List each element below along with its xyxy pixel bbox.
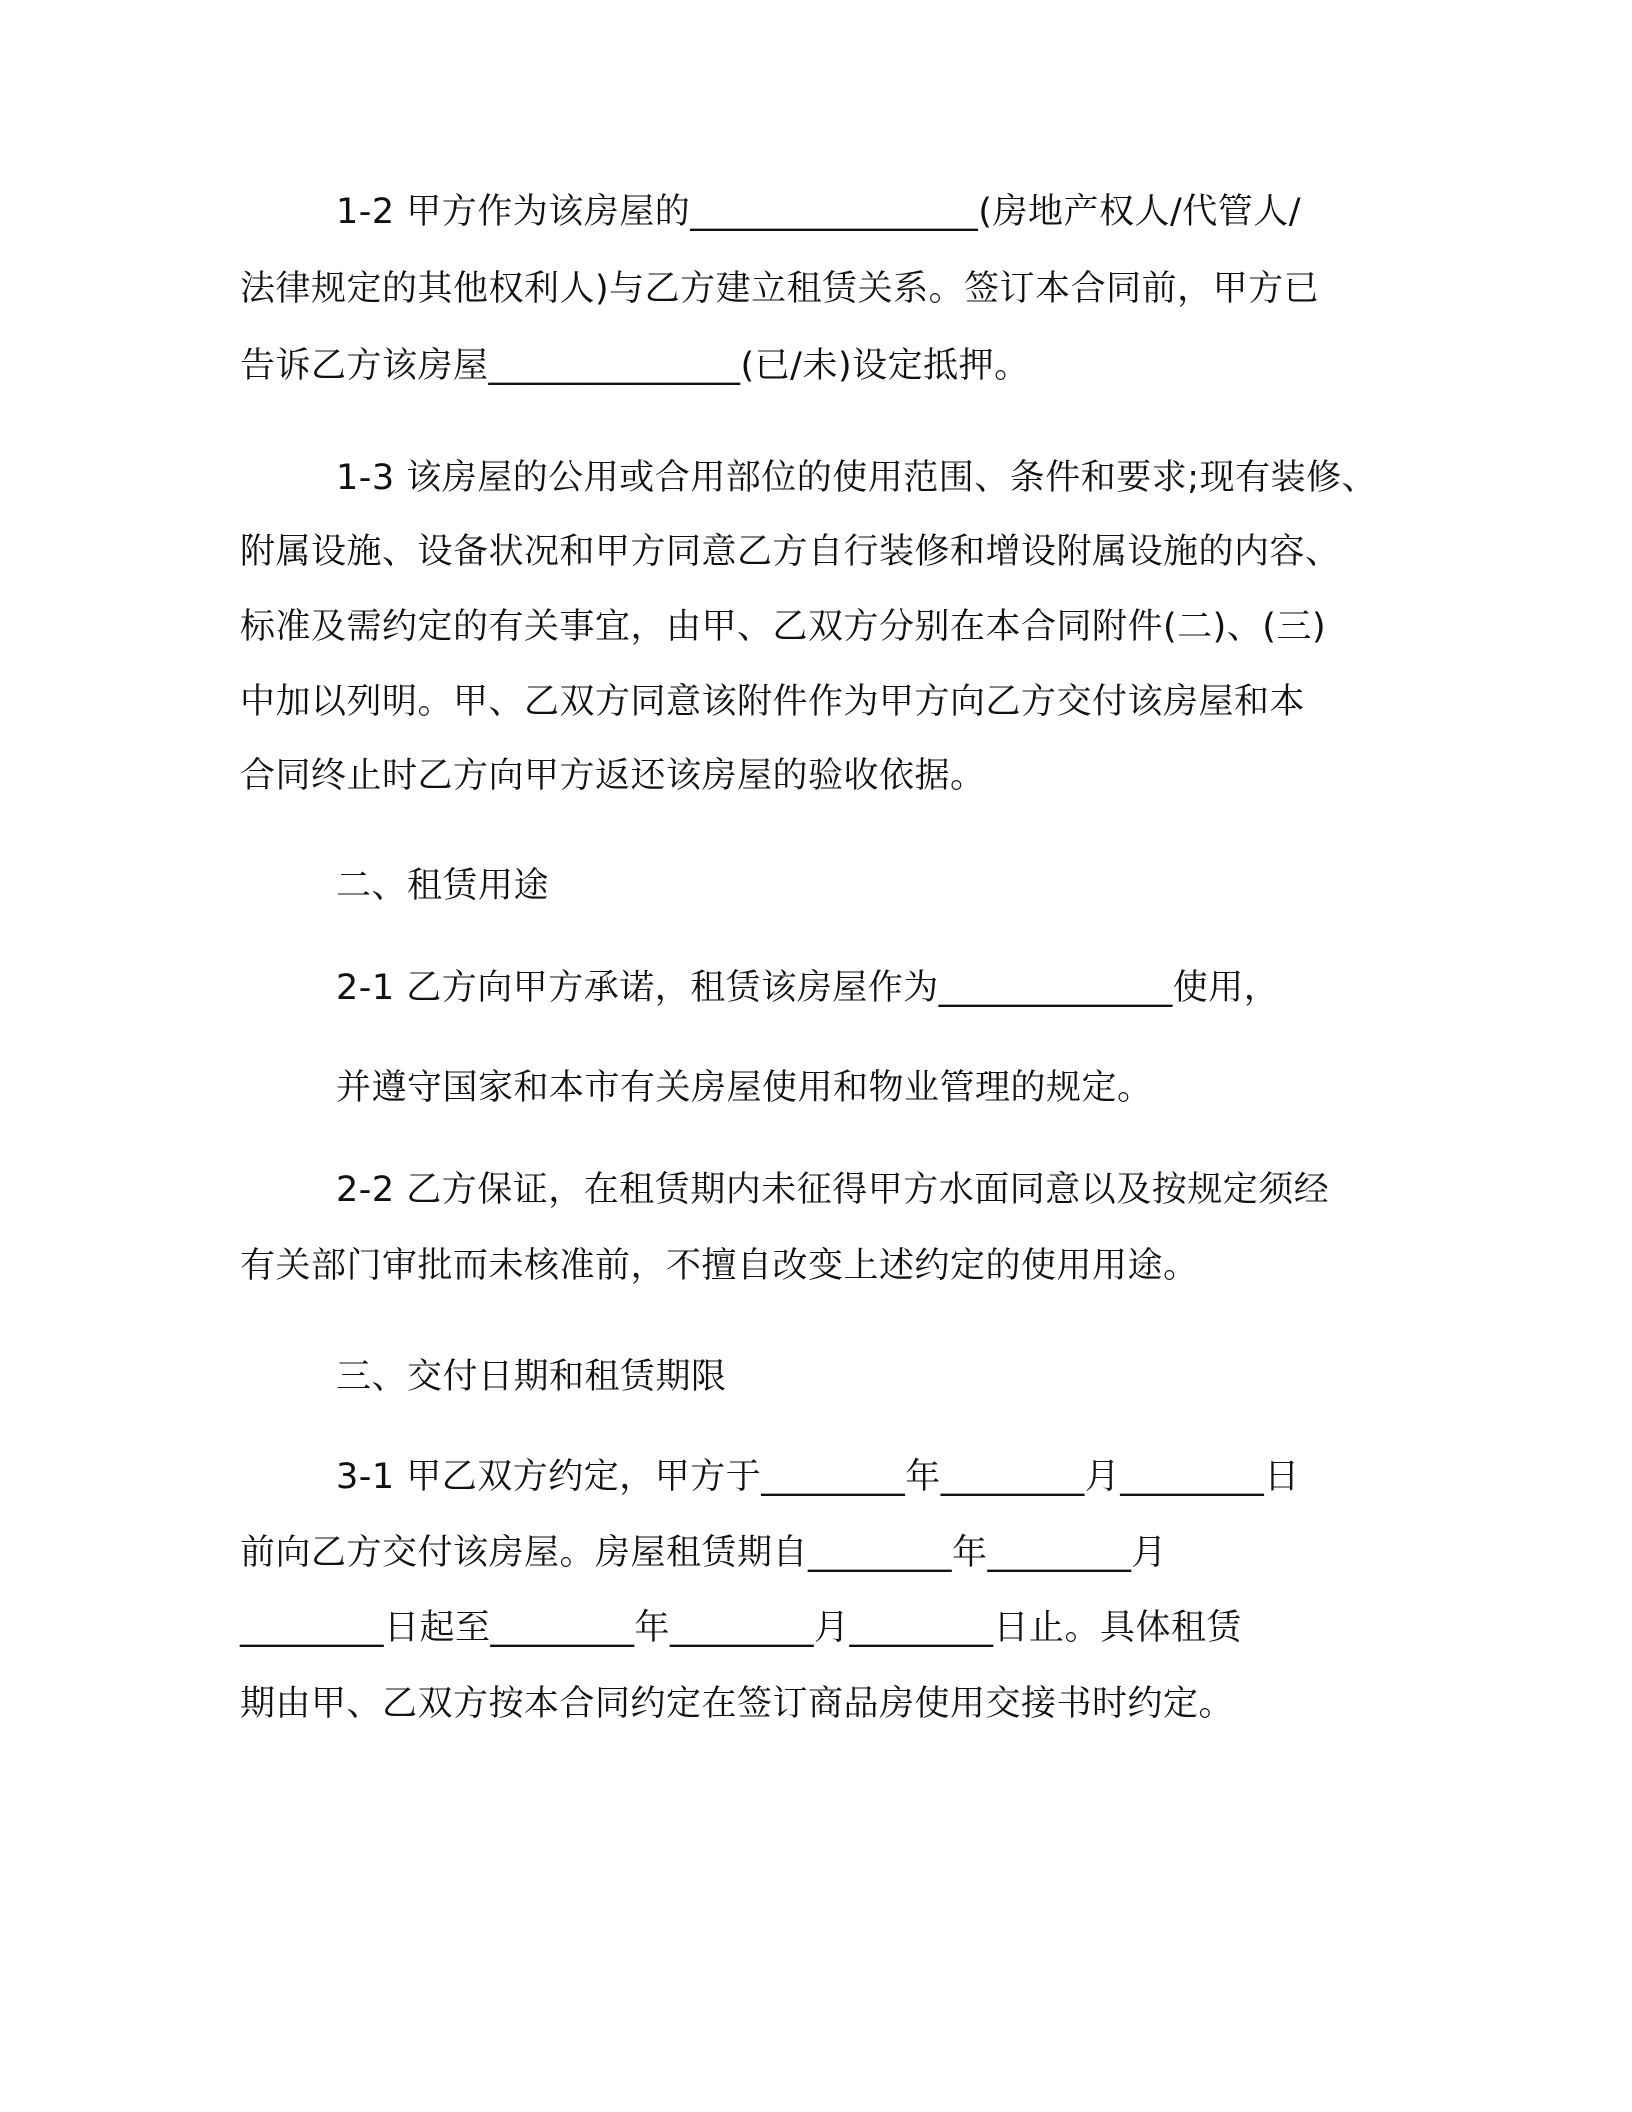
section-3-heading: 三、交付日期和租赁期限	[336, 1357, 727, 1397]
clause-1-3-line-3: 标准及需约定的有关事宜，由甲、乙双方分别在本合同附件(二)、(三)	[240, 607, 1327, 647]
clause-2-1-line-1: 2-1 乙方向甲方承诺，租赁该房屋作为_____________使用，	[336, 968, 1280, 1008]
clause-1-3-line-2: 附属设施、设备状况和甲方同意乙方自行装修和增设附属设施的内容、	[240, 532, 1341, 572]
clause-1-3-line-1: 1-3 该房屋的公用或合用部位的使用范围、条件和要求;现有装修、	[336, 458, 1378, 498]
clause-1-3-line-4: 中加以列明。甲、乙双方同意该附件作为甲方向乙方交付该房屋和本	[240, 682, 1306, 722]
clause-3-1-line-4: 期由甲、乙双方按本合同约定在签订商品房使用交接书时约定。	[240, 1684, 1235, 1724]
clause-1-3-line-5: 合同终止时乙方向甲方返还该房屋的验收依据。	[240, 756, 986, 796]
clause-3-1-line-1: 3-1 甲乙双方约定，甲方于________年________月________日	[336, 1457, 1300, 1497]
clause-3-1-line-3: ________日起至________年________月________日止。具体租赁	[240, 1608, 1243, 1648]
clause-3-1-line-2: 前向乙方交付该房屋。房屋租赁期自________年________月	[240, 1533, 1168, 1573]
clause-2-2-line-2: 有关部门审批而未核准前，不擅自改变上述约定的使用用途。	[240, 1246, 1199, 1286]
clause-1-2-line-3: 告诉乙方该房屋______________(已/未)设定抵押。	[240, 346, 1030, 386]
section-2-heading: 二、租赁用途	[336, 866, 550, 906]
clause-1-2-line-1: 1-2 甲方作为该房屋的________________(房地产权人/代管人/	[336, 192, 1302, 232]
clause-1-2-line-2: 法律规定的其他权利人)与乙方建立租赁关系。签订本合同前，甲方已	[240, 269, 1320, 309]
clause-2-2-line-1: 2-2 乙方保证，在租赁期内未征得甲方水面同意以及按规定须经	[336, 1170, 1330, 1210]
clause-2-1-line-2: 并遵守国家和本市有关房屋使用和物业管理的规定。	[336, 1068, 1153, 1108]
